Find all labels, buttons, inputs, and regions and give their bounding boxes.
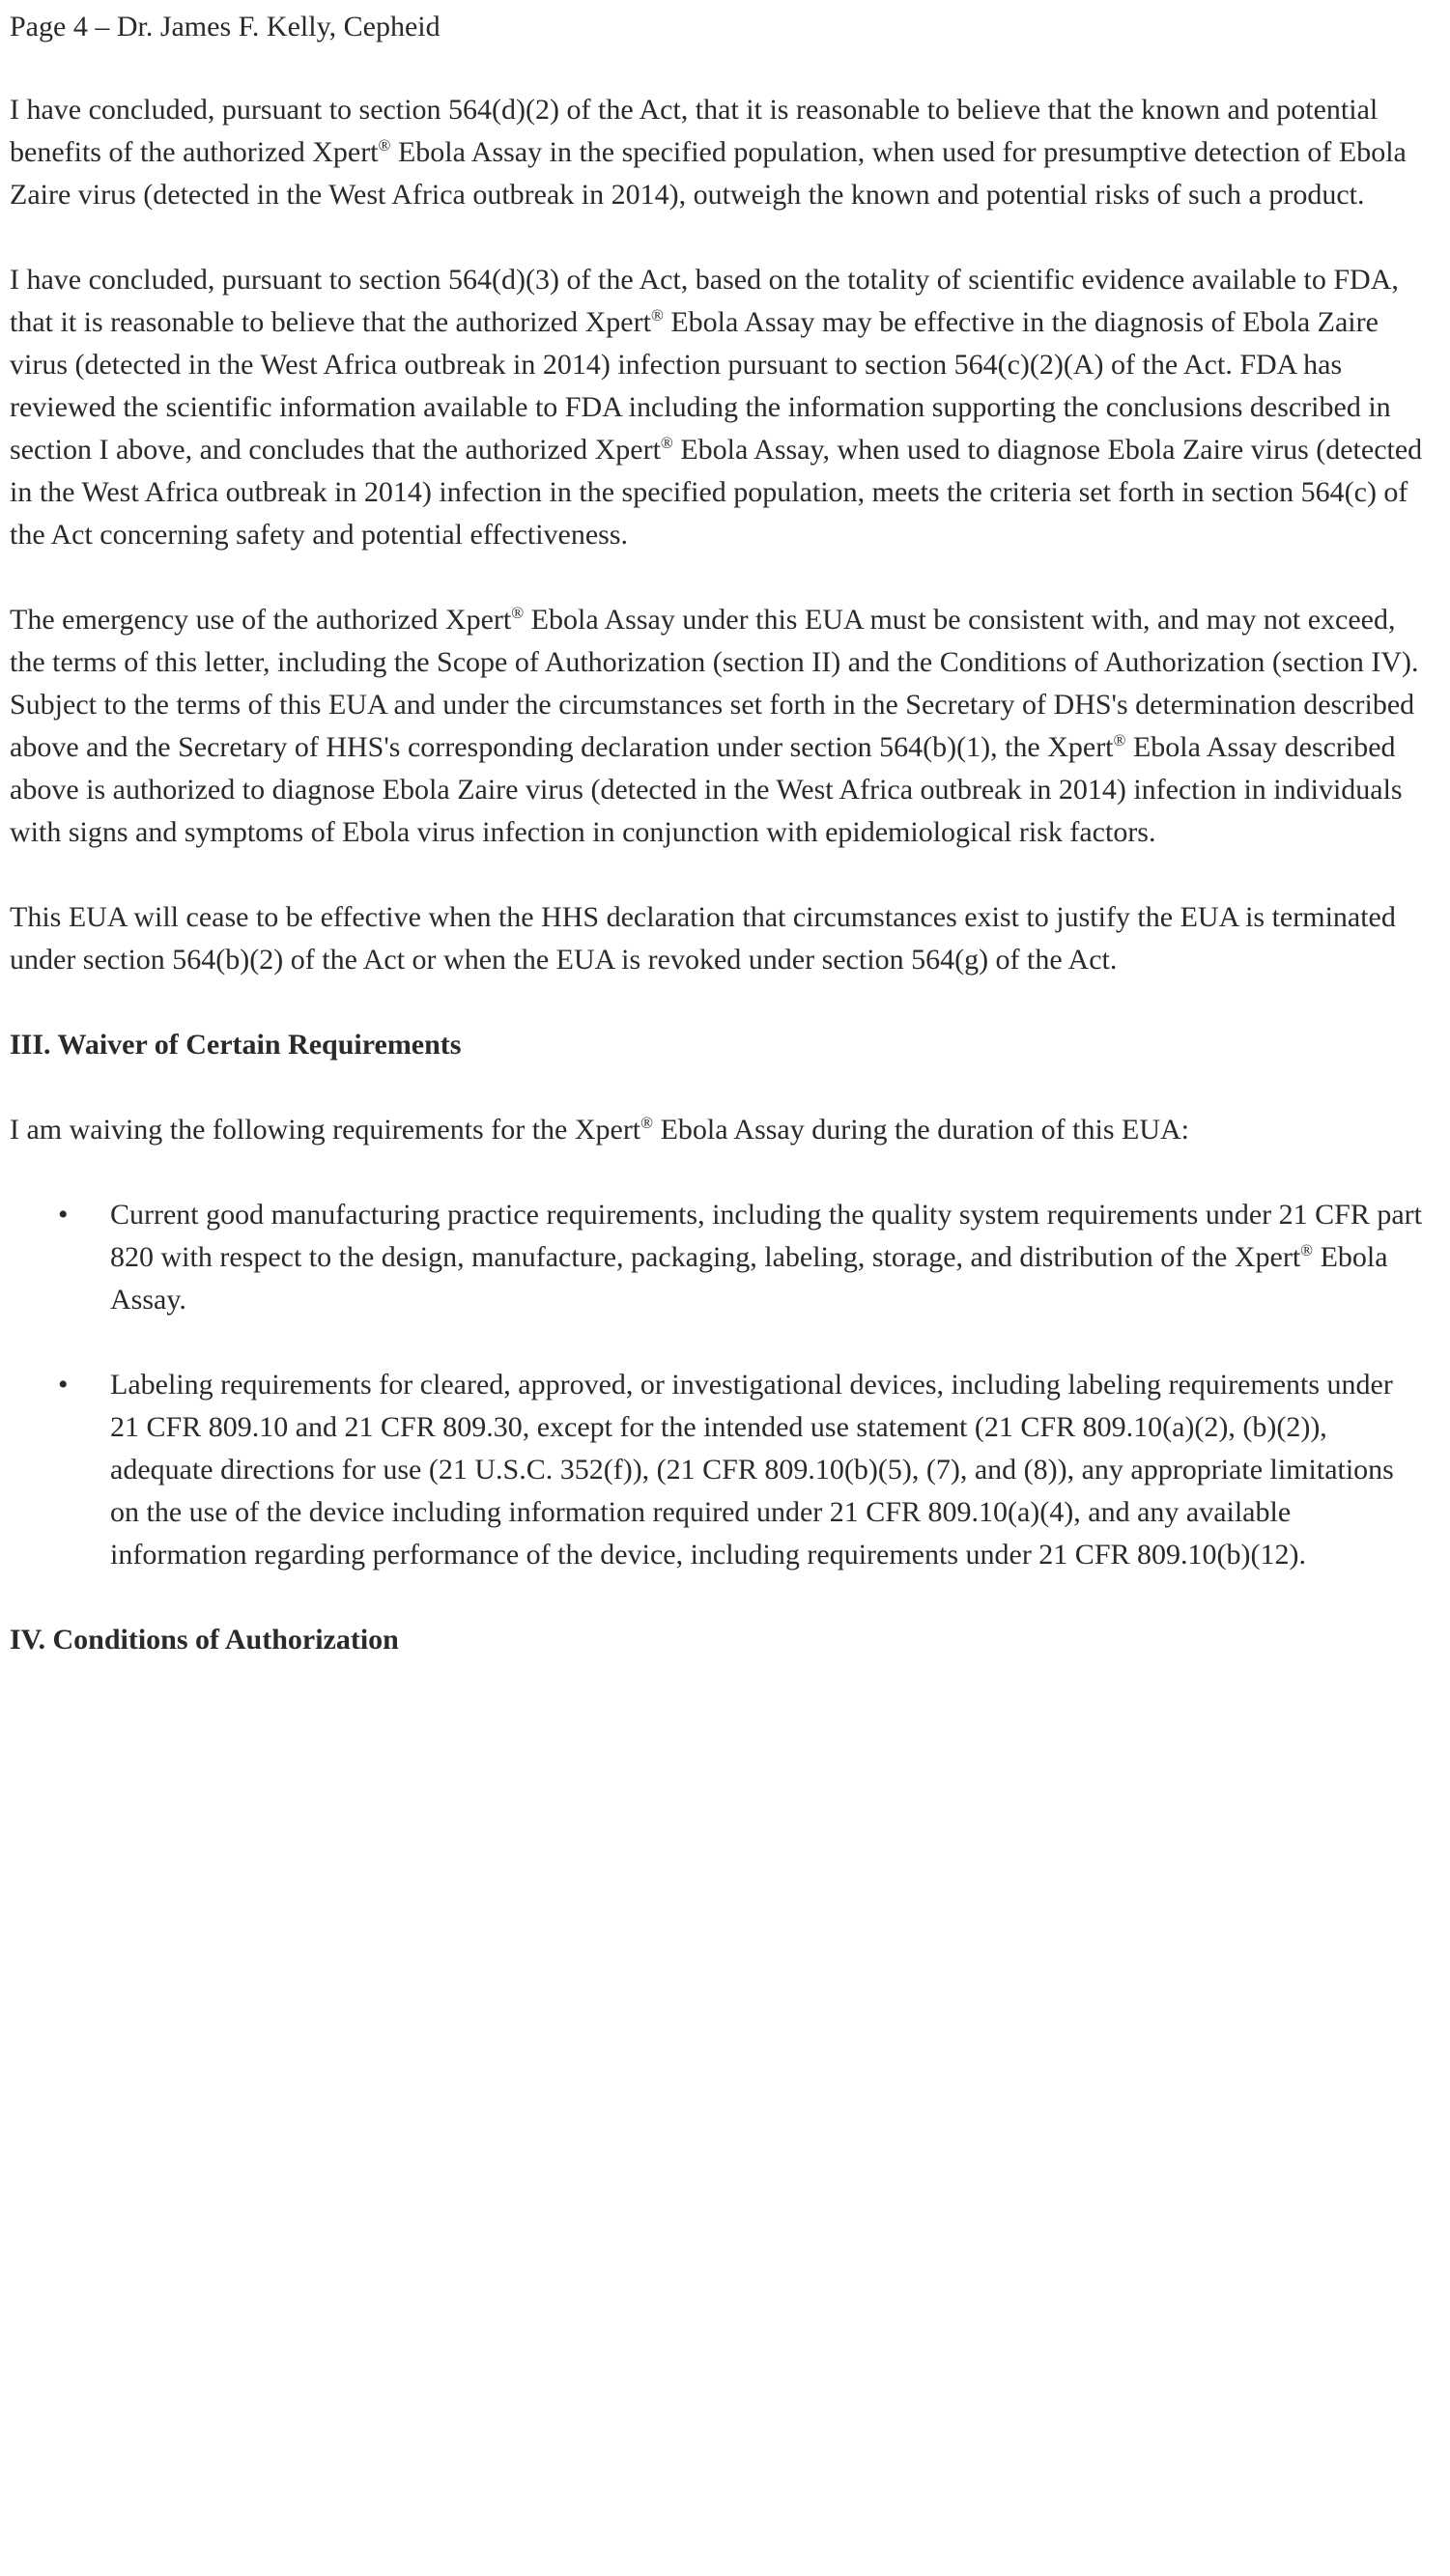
paragraph-text: I have concluded, pursuant to section 564(d)(3) of the Act, based on the totality of scientific evidence available to FDA, that it is reasonable to believe that the authorized Xpert xyxy=(10,264,1399,338)
paragraph-text: This EUA will cease to be effective when the HHS declaration that circumstances exist to justify the EUA is terminated under section 564(b)(2) of the Act or when the EUA is revoked under section 564(g) of the Act. xyxy=(10,901,1396,976)
paragraph-text: I have concluded, pursuant to section 564(d)(2) of the Act, that it is reasonable to believe that the known and potential benefits of the authorized Xpert xyxy=(10,94,1379,168)
paragraph-text: Ebola Assay may be effective in the diagnosis of Ebola Zaire virus (detected in the West Africa outbreak in 2014) infection pursuant to section 564(c)(2)(A) of the Act. FDA has reviewed the scientific information available to FDA including the information supporting the conclusions described in section I above, and concludes that the authorized Xpert xyxy=(10,306,1391,466)
paragraph-text: I am waiving the following requirements for the Xpert xyxy=(10,1114,641,1146)
paragraph-text: Ebola Assay described above is authorized to diagnose Ebola Zaire virus (detected in the West Africa outbreak in 2014) infection in individuals with signs and symptoms of Ebola virus infection in conjunction with epidemiological risk factors. xyxy=(10,731,1403,848)
registered-mark: ® xyxy=(1300,1241,1314,1260)
paragraph-text: Ebola Assay under this EUA must be consistent with, and may not exceed, the terms of this letter, including the Scope of Authorization (section II) and the Conditions of Authorization (section IV). Subject to the terms of this EUA and under the circumstances set forth in the Secretary of DHS's determination described above and the Secretary of HHS's corresponding declaration under section 564(b)(1), the Xpert xyxy=(10,604,1419,763)
bullet-icon: • xyxy=(58,1369,69,1401)
paragraph-termination xyxy=(10,896,1437,981)
registered-mark: ® xyxy=(640,1114,654,1132)
paragraph-text: Ebola Assay during the duration of this EUA: xyxy=(653,1114,1190,1146)
section-heading-conditions: IV. Conditions of Authorization xyxy=(10,1624,399,1656)
list-item xyxy=(10,1364,1424,1576)
registered-mark: ® xyxy=(1113,731,1126,750)
paragraph-effectiveness xyxy=(10,259,1437,556)
paragraph-benefits-risks xyxy=(10,89,1437,216)
list-item xyxy=(10,1194,1424,1321)
registered-mark: ® xyxy=(511,604,525,622)
page-header: Page 4 – Dr. James F. Kelly, Cepheid xyxy=(10,11,441,42)
list-item-text: Current good manufacturing practice requirements, including the quality system requirements under 21 CFR part 820 with respect to the design, manufacture, packaging, labeling, storage, and distribution of the Xpert xyxy=(110,1199,1422,1273)
paragraph-text: Ebola Assay in the specified population, when used for presumptive detection of Ebola Zaire virus (detected in the West Africa outbreak in 2014), outweigh the known and potential risks of such a product. xyxy=(10,136,1407,211)
registered-mark: ® xyxy=(378,136,391,155)
section-heading-waiver: III. Waiver of Certain Requirements xyxy=(10,1029,462,1061)
waiver-list xyxy=(10,1194,1450,1576)
paragraph-text: Ebola Assay, when used to diagnose Ebola Zaire virus (detected in the West Africa outbreak in 2014) infection in the specified population, meets the criteria set forth in section 564(c) of the Act concerning safety and potential effectiveness. xyxy=(10,434,1423,551)
list-item-text: Labeling requirements for cleared, approved, or investigational devices, including labeling requirements under 21 CFR 809.10 and 21 CFR 809.30, except for the intended use statement (21 CFR 809.10(a)(2), (b)(2)), adequate directions for use (21 U.S.C. 352(f)), (21 CFR 809.10(b)(5), (7), and (8)), any appropriate limitations on the use of the device including information required under 21 CFR 809.10(a)(4), and any available information regarding performance of the device, including requirements under 21 CFR 809.10(b)(12). xyxy=(110,1369,1394,1571)
registered-mark: ® xyxy=(660,434,673,452)
list-item-text: Ebola Assay. xyxy=(110,1241,1388,1316)
paragraph-text: The emergency use of the authorized Xpert xyxy=(10,604,512,636)
registered-mark: ® xyxy=(650,306,664,325)
paragraph-emergency-use xyxy=(10,599,1437,854)
paragraph-waiver-intro xyxy=(10,1109,1437,1151)
bullet-icon: • xyxy=(58,1199,69,1231)
